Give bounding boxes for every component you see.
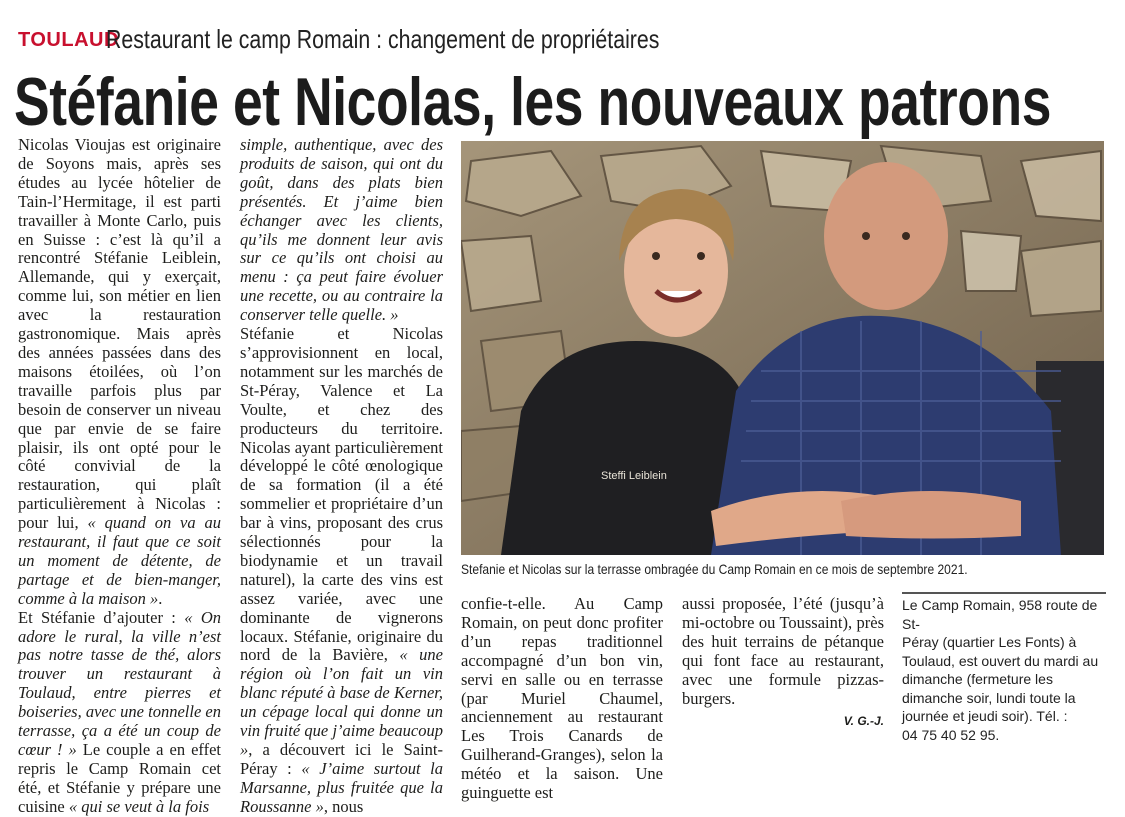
quote: « une région où l’on fait un vin blanc réputé à base de Kerner, un cépage local qui donne un vin fruité que j’aime beaucoup » — [240, 645, 444, 759]
kicker-title: Restaurant le camp Romain : changement de propriétaires — [106, 24, 660, 54]
info-line: Le Camp Romain, 958 route de St- — [902, 597, 1098, 632]
article-column-4 — [682, 595, 884, 731]
article-column-1 — [18, 136, 221, 817]
paragraph: Stéfanie et Nicolas s’approvisionnent en local, notamment sur les marchés de St-Péray, Valence et La Voulte, et chez des producteurs du territoire. Nicolas ayant particulièrement développé le côté œnologique de sa formation (il a été sommelier et propriétaire d’un bar à vins, proposant des crus sélectionnés pour la biodynamie et un travail naturel), la carte des vins est assez variée, avec une dominante de vignerons locaux. Stéfanie, originaire du nord de la Bavière, « une région où l’on fait un vin blanc réputé à base de Kerner, un cépage local qui donne un vin fruité que j’aime beaucoup », a découvert ici le Saint-Péray : « J’aime surtout la Marsanne, plus fruitée que la Roussanne », nous — [240, 324, 444, 816]
paragraph: Nicolas Vioujas est originaire de Soyons mais, après ses études au lycée hôtelier de Tain-l’Hermitage, il est parti travailler à Monte Carlo, puis en Suisse : c’est là qu’il a rencontré Stéfanie Leiblein, Allemande, qui y exerçait, comme lui, son métier en lien avec la restauration gastronomique. Mais après des années passées dans des maisons étoilées, où l’on travaille parfois plus par besoin de conserver un niveau que par envie de se faire plaisir, ils ont opté pour le côté convivial de la restauration, qui plaît particulièrement à Nicolas : pour lui, « quand on va au restaurant, il faut que ce soit un moment de détente, de partage et de bien-manger, comme à la maison ». — [18, 135, 221, 608]
couple-photo-illustration — [461, 141, 1104, 555]
paragraph: confie-t-elle. Au Camp Romain, on peut donc profiter d’un repas traditionnel accompagné d’un bon vin, servi en salle ou en terrasse (par Muriel Chaumel, anciennement au restaurant Les Trois Canards de Guilherand-Granges), selon la météo et la saison. Une guinguette est — [461, 594, 663, 803]
quote: « qui se veut à la fois — [68, 796, 210, 816]
paragraph: Et Stéfanie d’ajouter : « On adore le rural, la ville n’est pas notre tasse de thé, alors trouver un restaurant à Toulaud, entre pierres et boiseries, avec une tonnelle en terrasse, ça a été un coup de cœur ! » Le couple a en effet repris le Camp Romain cet été, et Stéfanie y prépare une cuisine « qui se veut à la fois — [18, 607, 222, 816]
info-line: Péray (quartier Les Fonts) à — [902, 634, 1077, 650]
info-line: journée et jeudi soir). Tél. : — [902, 708, 1068, 724]
info-line: dimanche soir, lundi toute la — [902, 689, 1076, 706]
article-photo — [461, 141, 1104, 555]
headline: Stéfanie et Nicolas, les nouveaux patrons — [14, 64, 1052, 140]
quote: simple, authentique, avec des produits de saison, qui ont du goût, dans des plats bien présentés. Et j’aime bien échanger avec les clients, qu’ils me donnent leur avis sur ce qu’ils ont choisi au menu : ça peut faire évoluer une recette, ou au contraire la conserver telle quelle. » — [240, 135, 443, 325]
author-signature: V. G.-J. — [843, 714, 884, 729]
article-column-2 — [240, 136, 443, 817]
quote: « J’aime surtout la Marsanne, plus fruitée que la Roussanne » — [240, 758, 443, 816]
quote: « quand on va au restaurant, il faut que ce soit un moment de détente, de partage et de bien-manger, comme à la maison » — [18, 513, 221, 608]
info-line: 04 75 40 52 95. — [902, 726, 1000, 743]
info-line: dimanche (fermeture les — [902, 671, 1053, 687]
article-column-3 — [461, 595, 663, 803]
info-line: Toulaud, est ouvert du mardi au — [902, 652, 1099, 669]
paragraph — [240, 136, 443, 325]
quote: « On adore le rural, la ville n’est pas notre tasse de thé, alors trouver un restaurant à Toulaud, entre pierres et boiseries, avec une tonnelle en terrasse, ça a été un coup de cœur ! » — [18, 607, 221, 759]
photo-caption: Stefanie et Nicolas sur la terrasse ombragée du Camp Romain en ce mois de septembre 2021. — [461, 561, 968, 577]
kicker-location: TOULAUD — [18, 29, 119, 51]
svg-text:Steffi Leiblein: Steffi Leiblein — [601, 470, 667, 482]
paragraph: aussi proposée, l’été (jusqu’à mi-octobre ou Toussaint), près des huit terrains de pétanque qui font face au restaurant, avec une formule pizzas-burgers. — [682, 594, 884, 708]
practical-info-box — [902, 592, 1106, 744]
